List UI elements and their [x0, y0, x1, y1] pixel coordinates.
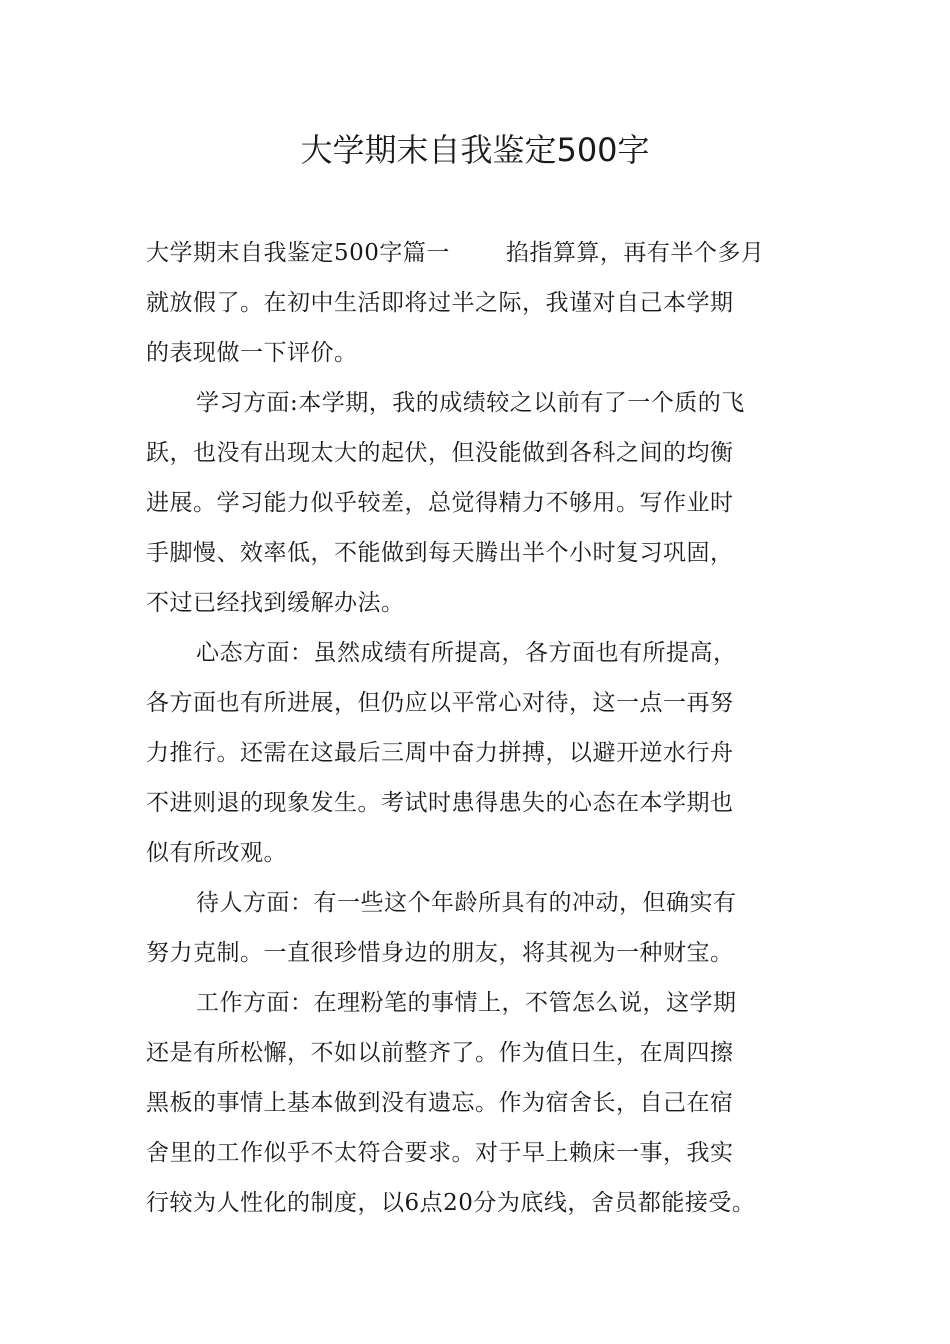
document-title: 大学期末自我鉴定500字	[300, 131, 650, 169]
paragraph-line: 似有所改观。	[146, 840, 287, 866]
paragraph-line: 还是有所松懈，不如以前整齐了。作为值日生，在周四擦	[146, 1040, 734, 1066]
paragraph-line: 黑板的事情上基本做到没有遗忘。作为宿舍长，自己在宿	[146, 1090, 734, 1116]
mindset-paragraph	[146, 628, 818, 878]
paragraph-line: 努力克制。一直很珍惜身边的朋友，将其视为一种财宝。	[146, 940, 734, 966]
paragraph-line	[146, 228, 818, 278]
people-paragraph	[146, 878, 818, 978]
paragraph-line: 待人方面：有一些这个年龄所具有的冲动，但确实有	[196, 890, 737, 916]
paragraph-line: 工作方面：在理粉笔的事情上，不管怎么说，这学期	[196, 990, 737, 1016]
intro-heading: 大学期末自我鉴定500字篇一	[146, 240, 450, 266]
paragraph-line: 手脚慢、效率低，不能做到每天腾出半个小时复习巩固，	[146, 540, 734, 566]
paragraph-line: 各方面也有所进展，但仍应以平常心对待，这一点一再努	[146, 690, 734, 716]
paragraph-line: 就放假了。在初中生活即将过半之际，我谨对自己本学期	[146, 290, 734, 316]
paragraph-line: 进展。学习能力似乎较差，总觉得精力不够用。写作业时	[146, 490, 734, 516]
paragraph-line: 跃，也没有出现太大的起伏，但没能做到各科之间的均衡	[146, 440, 734, 466]
paragraph-line: 心态方面：虽然成绩有所提高，各方面也有所提高，	[196, 640, 737, 666]
intro-paragraph	[146, 228, 818, 378]
document-body	[146, 228, 818, 1228]
work-paragraph	[146, 978, 818, 1228]
study-paragraph	[146, 378, 818, 628]
paragraph-line: 舍里的工作似乎不太符合要求。对于早上赖床一事，我实	[146, 1140, 734, 1166]
paragraph-line: 不进则退的现象发生。考试时患得患失的心态在本学期也	[146, 790, 734, 816]
paragraph-line: 学习方面:本学期，我的成绩较之以前有了一个质的飞	[196, 390, 745, 416]
paragraph-line: 行较为人性化的制度，以6点20分为底线，舍员都能接受。	[146, 1190, 756, 1216]
intro-line-text: 掐指算算，再有半个多月	[505, 240, 765, 266]
paragraph-line: 力推行。还需在这最后三周中奋力拼搏，以避开逆水行舟	[146, 740, 734, 766]
paragraph-line: 的表现做一下评价。	[146, 340, 358, 366]
paragraph-line: 不过已经找到缓解办法。	[146, 590, 405, 616]
